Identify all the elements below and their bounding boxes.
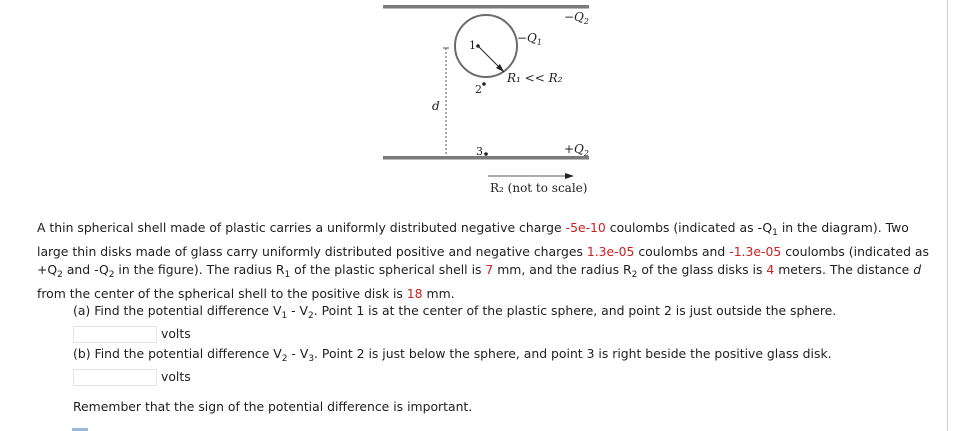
label-point-1: 1 xyxy=(469,39,476,52)
point-1-dot xyxy=(476,44,480,48)
plastic-sphere xyxy=(455,15,517,77)
q2-positive-value: 1.3e-05 xyxy=(586,243,635,259)
sign-reminder: Remember that the sign of the potential difference is important. xyxy=(73,399,473,414)
part-b-question: (b) Find the potential difference $V_2 - V_3$. Point 2 is just below the sphere, and point 3 is right beside the positive glass disk. xyxy=(73,346,832,364)
label-point-2: 2 xyxy=(475,83,482,96)
question-parts xyxy=(73,302,933,388)
label-radius-relation: R₁ << R₂ xyxy=(507,71,563,85)
r2-value: 4 xyxy=(766,262,775,277)
label-q2-top: $-Q_2$ xyxy=(564,10,589,26)
point-3-dot xyxy=(484,152,488,156)
d-value: 18 xyxy=(406,285,423,301)
part-a-question: (a) Find the potential difference $V_1 - V_2$. Point 1 is at the center of the plastic sphere, and point 2 is just outside the sphere. xyxy=(73,303,837,321)
problem-statement: A thin spherical shell made of plastic carries a uniformly distributed negative charge -5e-10 coulombs (indicated as $-Q_1$ in the diagram). Two large thin disks made of glass carry uniformly distributed positive and negative charges 1.3e-05 coulombs and -1.3e-05 coulombs (indicated as $+Q_2$ and $-Q_2$ in the figure). The radius $R_1$ of the plastic spherical shell is 7 mm, and the radius $R_2$ of the glass disks is 4 meters. The distance d from the center of the spherical shell to the positive disk is 18 mm. xyxy=(37,220,929,301)
part-a-answer-row xyxy=(73,325,933,345)
label-point-3: 3 xyxy=(476,145,483,158)
label-q2-bottom: $+Q_2$ xyxy=(564,142,589,158)
page-border xyxy=(947,0,948,431)
r1-value: 7 xyxy=(485,262,494,277)
part-b-answer-row xyxy=(73,368,933,388)
q2-negative-value: -1.3e-05 xyxy=(729,243,782,259)
label-scale: R₂ (not to scale) xyxy=(490,181,588,195)
part-b-answer-input[interactable] xyxy=(73,369,157,386)
label-q1: $-Q_1$ xyxy=(517,31,542,47)
physics-diagram xyxy=(380,0,620,200)
point-2-dot xyxy=(482,82,486,86)
negative-disk xyxy=(383,5,589,9)
label-d: d xyxy=(432,99,440,113)
part-a-units: volts xyxy=(161,326,191,341)
q1-value: -5e-10 xyxy=(565,220,606,235)
positive-disk xyxy=(383,156,589,160)
part-b-units: volts xyxy=(161,369,191,384)
r2-arrowhead xyxy=(565,173,574,179)
part-a-answer-input[interactable] xyxy=(73,326,157,343)
